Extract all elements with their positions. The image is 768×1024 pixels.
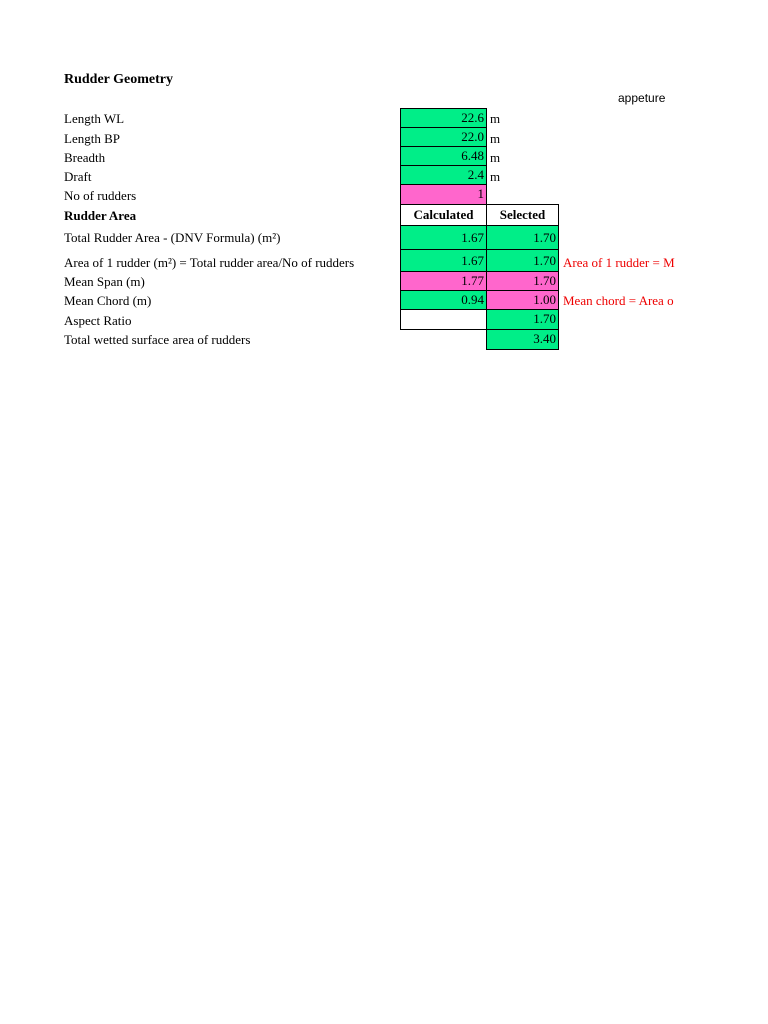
area-one-rudder-label: Area of 1 rudder (m²) = Total rudder area/No of rudders [64,255,355,270]
rudder-area-section-label: Rudder Area [64,208,137,223]
appeture-label: appeture [618,91,666,105]
selected-column-header: Selected [486,204,559,226]
length-bp-label: Length BP [64,131,120,146]
area-one-rudder-selected-cell[interactable]: 1.70 [486,249,559,272]
area-one-rudder-calculated-cell[interactable]: 1.67 [400,249,487,272]
breadth-label: Breadth [64,150,106,165]
aspect-ratio-calculated-cell[interactable] [400,309,487,330]
mean-span-selected-cell[interactable]: 1.70 [486,271,559,291]
mean-chord-note: Mean chord = Area o [563,293,674,308]
mean-span-calculated-cell[interactable]: 1.77 [400,271,487,291]
mean-span-label: Mean Span (m) [64,274,145,289]
mean-chord-calculated-cell[interactable]: 0.94 [400,290,487,310]
mean-chord-label: Mean Chord (m) [64,293,152,308]
calculated-column-header: Calculated [400,204,487,226]
no-of-rudders-cell[interactable]: 1 [400,184,487,205]
total-rudder-area-calculated-cell[interactable]: 1.67 [400,225,487,250]
wetted-area-selected-cell[interactable]: 3.40 [486,329,559,350]
aspect-ratio-selected-cell[interactable]: 1.70 [486,309,559,330]
draft-label: Draft [64,169,92,184]
breadth-unit: m [490,150,501,165]
total-rudder-area-label: Total Rudder Area - (DNV Formula) (m²) [64,230,281,245]
length-bp-cell[interactable]: 22.0 [400,127,487,147]
wetted-area-label: Total wetted surface area of rudders [64,332,251,347]
aspect-ratio-label: Aspect Ratio [64,313,132,328]
mean-chord-selected-cell[interactable]: 1.00 [486,290,559,310]
total-rudder-area-selected-cell[interactable]: 1.70 [486,225,559,250]
length-bp-unit: m [490,131,501,146]
no-of-rudders-label: No of rudders [64,188,137,203]
area-one-rudder-note: Area of 1 rudder = M [563,255,675,270]
length-wl-label: Length WL [64,111,125,126]
length-wl-cell[interactable]: 22.6 [400,108,487,128]
length-wl-unit: m [490,111,501,126]
breadth-cell[interactable]: 6.48 [400,146,487,166]
sheet-title: Rudder Geometry [64,72,173,87]
draft-cell[interactable]: 2.4 [400,165,487,185]
draft-unit: m [490,169,501,184]
